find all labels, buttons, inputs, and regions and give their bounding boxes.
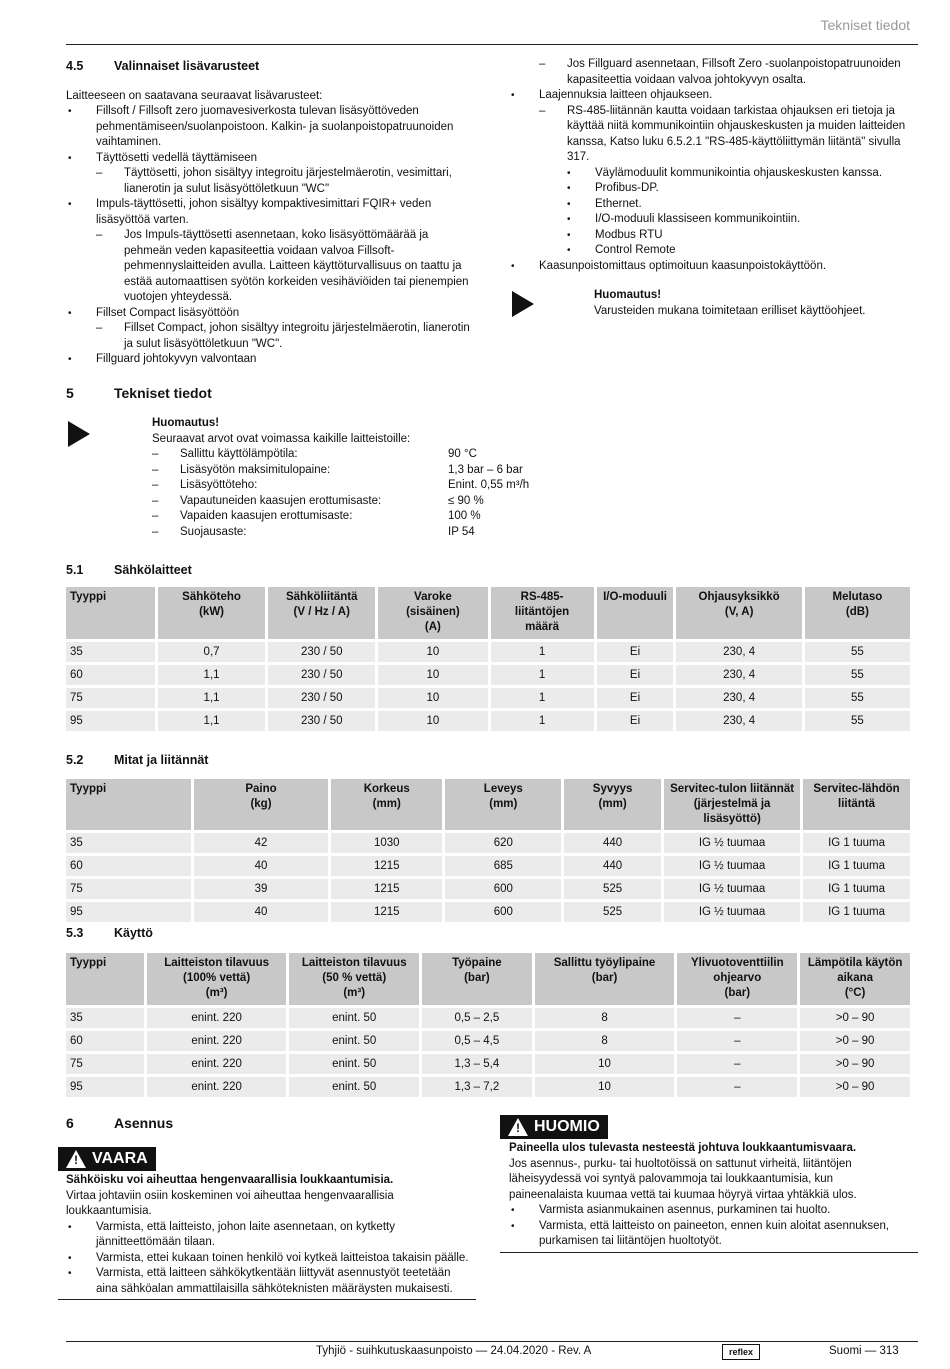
table-cell: – <box>677 1077 797 1097</box>
col-header: Tyyppi <box>66 587 155 639</box>
table-cell: 230 / 50 <box>268 688 375 708</box>
section-6-heading: 6 Asennus <box>66 1115 174 1131</box>
section-4-5-right <box>509 57 909 274</box>
table-cell: enint. 220 <box>147 1077 287 1097</box>
col-header: Sallittu työylipaine (bar) <box>535 953 675 1005</box>
header-title: Tekniset tiedot <box>820 17 910 33</box>
table-cell: 1 <box>491 642 594 662</box>
section-4-5-left <box>66 59 476 368</box>
table-cell: 10 <box>378 642 487 662</box>
spec-row: – Vapaiden kaasujen erottumisaste: 100 % <box>152 509 572 525</box>
danger-box: Sähköisku voi aiheuttaa hengenvaarallisia loukkaantumisia. Virtaa johtaviin osiin koskeminen voi aiheuttaa hengenvaarallisia loukkaantumisia. • Varmista, että laitteisto, johon laite asennetaan, on kytketty jännitteettömään tilaan. • Varmista, ettei kukaan toinen henkilö voi kytkeä laitteistoa takaisin päälle. • Varmista, että laitteen sähkökytkentään liittyvät asennustyöt teetetään aina sähköalan ammattilaisilla sähköteknisten määräysten mukaisesti. <box>66 1173 471 1297</box>
table-cell: 1,3 – 5,4 <box>422 1054 532 1074</box>
table-row <box>66 1054 910 1074</box>
table-cell: 75 <box>66 688 155 708</box>
table-cell: 440 <box>564 833 661 853</box>
list-item: • Varmista, että laitteisto on paineeton, ennen kuin aloitat asennuksen, purkamisen tai liitäntöjen huoltotyöt. <box>509 1219 909 1250</box>
list-item: • I/O-moduuli klassiseen kommunikointiin. <box>565 212 909 228</box>
table-cell: 60 <box>66 665 155 685</box>
reflex-logo: reflex <box>722 1344 760 1360</box>
col-header: Ylivuotoventtiilin ohjearvo (bar) <box>677 953 797 1005</box>
table-cell: 230, 4 <box>676 642 801 662</box>
table-cell: enint. 220 <box>147 1054 287 1074</box>
section-5-heading: 5 Tekniset tiedot <box>66 385 212 401</box>
table-cell: Ei <box>597 688 674 708</box>
list-item: – Fillset Compact, johon sisältyy integroitu järjestelmäerotin, lianerotin ja sulut lisäsyöttöletkuun "WC". <box>96 321 476 352</box>
spec-row: – Lisäsyötön maksimitulopaine: 1,3 bar – 6 bar <box>152 463 572 479</box>
table-cell: 600 <box>445 902 561 922</box>
table-cell: enint. 220 <box>147 1008 287 1028</box>
col-header: RS-485-liitäntöjen määrä <box>491 587 594 639</box>
table-cell: 40 <box>194 902 328 922</box>
table-cell: IG 1 tuuma <box>803 902 910 922</box>
col-header: Sähköliitäntä (V / Hz / A) <box>268 587 375 639</box>
col-header: I/O-moduuli <box>597 587 674 639</box>
list-item: • Ethernet. <box>565 197 909 213</box>
table-cell: 75 <box>66 879 191 899</box>
table-cell: >0 – 90 <box>800 1054 910 1074</box>
list-item: • Varmista asianmukainen asennus, purkaminen tai huolto. <box>509 1203 909 1219</box>
table-cell: 42 <box>194 833 328 853</box>
table-cell: 55 <box>805 711 910 731</box>
note-arrow-icon <box>68 421 90 447</box>
table-cell: 230, 4 <box>676 665 801 685</box>
table-cell: 1,1 <box>158 711 265 731</box>
col-header: Varoke (sisäinen) (A) <box>378 587 487 639</box>
table-cell: 35 <box>66 833 191 853</box>
list-item: • Fillsoft / Fillsoft zero juomavesiverkosta tulevan lisäsyöttöveden pehmentämiseen/suolanpoistoon. Kalkin- ja suolanpoistopatruunoiden vaihtaminen. <box>66 104 476 151</box>
warning-triangle-icon: ! <box>66 1150 86 1168</box>
spec-row: – Lisäsyöttöteho: Enint. 0,55 m³/h <box>152 478 572 494</box>
section-5-3-heading: 5.3 Käyttö <box>66 926 153 940</box>
list-item: – Jos Impuls-täyttösetti asennetaan, koko lisäsyöttömäärää ja pehmeän veden kapasiteettia voidaan valvoa Fillsoft-pehmennyslaitteiden avulla. Laitteen käyttöturvallisuus on taattu ja estää automaattisen syötön korkeiden vesihäviöiden tai pienempien vuotojen yhteydessä. <box>96 228 476 306</box>
table-cell: 39 <box>194 879 328 899</box>
table-cell: 230 / 50 <box>268 665 375 685</box>
table-cell: 1,3 – 7,2 <box>422 1077 532 1097</box>
col-header: Tyyppi <box>66 953 144 1005</box>
table-cell: Ei <box>597 665 674 685</box>
table-row <box>66 902 910 922</box>
col-header: Sähköteho (kW) <box>158 587 265 639</box>
table-cell: >0 – 90 <box>800 1008 910 1028</box>
table-cell: 440 <box>564 856 661 876</box>
table-cell: 1215 <box>331 879 442 899</box>
table-cell: 55 <box>805 665 910 685</box>
section-4-5-heading: 4.5 Valinnaiset lisävarusteet <box>66 59 260 73</box>
table-row <box>66 665 910 685</box>
table-cell: IG ½ tuumaa <box>664 833 800 853</box>
table-cell: IG 1 tuuma <box>803 856 910 876</box>
spec-row: – Suojausaste: IP 54 <box>152 525 572 541</box>
table-row <box>66 1008 910 1028</box>
table-cell: 620 <box>445 833 561 853</box>
table-cell: 230, 4 <box>676 688 801 708</box>
section-5-1-heading: 5.1 Sähkölaitteet <box>66 563 192 577</box>
footer-doc-info: Tyhjiö - suihkutuskaasunpoisto — 24.04.2020 - Rev. A <box>316 1345 592 1357</box>
table-cell: 1030 <box>331 833 442 853</box>
list-item: • Varmista, että laitteen sähkökytkentään liittyvät asennustyöt teetetään aina sähköalan ammattilaisilla sähköteknisten määräysten mukaisesti. <box>66 1266 471 1297</box>
list-item: • Väylämoduulit kommunikointia ohjauskeskusten kanssa. <box>565 166 909 182</box>
table-cell: Ei <box>597 711 674 731</box>
section-4-5-intro: Laitteeseen on saatavana seuraavat lisävarusteet: <box>66 89 323 102</box>
table-cell: – <box>677 1054 797 1074</box>
table-cell: 60 <box>66 1031 144 1051</box>
table-cell: 230, 4 <box>676 711 801 731</box>
table-cell: 0,7 <box>158 642 265 662</box>
table-cell: 8 <box>535 1031 675 1051</box>
table-cell: 1215 <box>331 902 442 922</box>
header-rule <box>66 44 918 45</box>
table-cell: IG ½ tuumaa <box>664 902 800 922</box>
spec-row: – Vapautuneiden kaasujen erottumisaste: ≤ 90 % <box>152 494 572 510</box>
list-item: • Laajennuksia laitteen ohjaukseen. – RS-485-liitännän kautta voidaan tarkistaa ohjauksen eri tietoja ja käyttää niitä kommunikointiin ohjauskeskusten ja muiden laitteiden kanssa, Katso luku 6.5.2.1 "RS-485-käyttöliittymän liitäntä" sivulla 317. • Väylämoduulit kommunikointia ohjauskeskusten kanssa. • Profibus-DP. • Ethernet. • I/O-moduuli klassiseen kommunikointiin. • Modbus RTU • Control Remote <box>509 88 909 259</box>
note-arrow-icon <box>512 291 534 317</box>
col-header: Korkeus (mm) <box>331 779 442 830</box>
col-header: Syvyys (mm) <box>564 779 661 830</box>
danger-box-rule <box>58 1299 476 1300</box>
footer-rule <box>66 1341 918 1342</box>
table-cell: 60 <box>66 856 191 876</box>
list-item: • Fillset Compact lisäsyöttöön – Fillset Compact, johon sisältyy integroitu järjestelmäerotin, lianerotin ja sulut lisäsyöttöletkuun "WC". <box>66 306 476 353</box>
col-header: Servitec-tulon liitännät (järjestelmä ja lisäsyöttö) <box>664 779 800 830</box>
table-cell: 10 <box>378 665 487 685</box>
section-5-2-heading: 5.2 Mitat ja liitännät <box>66 753 209 767</box>
table-row <box>66 688 910 708</box>
caution-box-rule <box>500 1252 918 1253</box>
table-cell: IG 1 tuuma <box>803 879 910 899</box>
table-cell: IG 1 tuuma <box>803 833 910 853</box>
col-header: Työpaine (bar) <box>422 953 532 1005</box>
warning-triangle-icon: ! <box>508 1118 528 1136</box>
list-item: • Fillguard johtokyvyn valvontaan <box>66 352 476 368</box>
table-cell: 0,5 – 4,5 <box>422 1031 532 1051</box>
table-cell: 95 <box>66 1077 144 1097</box>
table-row <box>66 642 910 662</box>
table-cell: 95 <box>66 711 155 731</box>
col-header: Paino (kg) <box>194 779 328 830</box>
table-cell: 10 <box>535 1077 675 1097</box>
table-cell: 0,5 – 2,5 <box>422 1008 532 1028</box>
table-cell: 525 <box>564 902 661 922</box>
col-header: Tyyppi <box>66 779 191 830</box>
dimensions-table <box>63 776 913 925</box>
table-row <box>66 1031 910 1051</box>
page-number: Suomi — 313 <box>829 1345 899 1357</box>
list-item: • Control Remote <box>565 243 909 259</box>
list-item: • Profibus-DP. <box>565 181 909 197</box>
table-cell: enint. 50 <box>289 1031 419 1051</box>
table-cell: 10 <box>535 1054 675 1074</box>
table-cell: enint. 50 <box>289 1077 419 1097</box>
list-item: • Varmista, että laitteisto, johon laite asennetaan, on kytketty jännitteettömään tilaan. <box>66 1220 471 1251</box>
col-header: Servitec-lähdön liitäntä <box>803 779 910 830</box>
table-cell: 75 <box>66 1054 144 1074</box>
table-cell: >0 – 90 <box>800 1077 910 1097</box>
table-cell: 55 <box>805 688 910 708</box>
table-cell: IG ½ tuumaa <box>664 856 800 876</box>
table-row <box>66 1077 910 1097</box>
list-item: – Täyttösetti, johon sisältyy integroitu järjestelmäerotin, vesimittari, lianerotin ja sulut lisäsyöttöletkuun "WC" <box>96 166 476 197</box>
table-cell: 230 / 50 <box>268 642 375 662</box>
table-row <box>66 833 910 853</box>
table-row <box>66 711 910 731</box>
danger-badge: ! VAARA <box>58 1147 156 1171</box>
list-item: • Varmista, ettei kukaan toinen henkilö voi kytkeä laitteistoa takaisin päälle. <box>66 1251 471 1267</box>
caution-badge: ! HUOMIO <box>500 1115 608 1139</box>
list-item: – Jos Fillguard asennetaan, Fillsoft Zero -suolanpoistopatruunoiden kapasiteettia voidaan valvoa johtokyvyn osalta. <box>539 57 909 88</box>
note-accessories: Huomautus! Varusteiden mukana toimitetaan erilliset käyttöohjeet. <box>594 289 866 317</box>
list-item: • Impuls-täyttösetti, johon sisältyy kompaktivesimittari FQIR+ veden lisäsyöttöä varten. – Jos Impuls-täyttösetti asennetaan, koko lisäsyöttömäärää ja pehmeän veden kapasiteettia voidaan valvoa Fillsoft-pehmennyslaitteiden avulla. Laitteen käyttöturvallisuus on taattu ja estää automaattisen syötön korkeiden vesihäviöiden tai pienempien vuotojen yhteydessä. <box>66 197 476 306</box>
table-cell: 685 <box>445 856 561 876</box>
col-header: Leveys (mm) <box>445 779 561 830</box>
table-cell: 8 <box>535 1008 675 1028</box>
table-cell: 1,1 <box>158 688 265 708</box>
col-header: Laitteiston tilavuus (50 % vettä) (m³) <box>289 953 419 1005</box>
table-row <box>66 879 910 899</box>
table-cell: 1215 <box>331 856 442 876</box>
table-cell: 10 <box>378 711 487 731</box>
note-general-values: Huomautus! Seuraavat arvot ovat voimassa kaikille laitteistoille: – Sallittu käyttölämpötila: 90 °C – Lisäsyötön maksimitulopaine: 1,3 bar – 6 bar – Lisäsyöttöteho: Enint. 0,55 m³/h – Vapautuneiden kaasujen erottumisaste: ≤ 90 % – Vapaiden kaasujen erottumisaste: 100 % – Suojausaste: IP 54 <box>152 416 572 540</box>
electrical-table <box>63 584 913 734</box>
table-cell: 35 <box>66 642 155 662</box>
list-item: • Kaasunpoistomittaus optimoituun kaasunpoistokäyttöön. <box>509 259 909 275</box>
table-cell: 1,1 <box>158 665 265 685</box>
table-cell: enint. 50 <box>289 1054 419 1074</box>
caution-box: Paineella ulos tulevasta nesteestä johtuva loukkaantumisvaara. Jos asennus-, purku- tai huoltotöissä on sattunut virheitä, liitäntöjen läheisyydessä voi syntyä palovammoja tai loukkaantumisia, kun paineenalaista kuumaa vettä tai kuumaa höyryä virtaa yhtäkkiä ulos. • Varmista asianmukainen asennus, purkaminen tai huolto. • Varmista, että laitteisto on paineeton, ennen kuin aloitat asennuksen, purkamisen tai liitäntöjen huoltotyöt. <box>509 1141 909 1250</box>
table-cell: 1 <box>491 665 594 685</box>
table-cell: 600 <box>445 879 561 899</box>
table-cell: Ei <box>597 642 674 662</box>
table-cell: 55 <box>805 642 910 662</box>
table-cell: 10 <box>378 688 487 708</box>
col-header: Lämpötila käytön aikana (°C) <box>800 953 910 1005</box>
table-cell: enint. 220 <box>147 1031 287 1051</box>
table-cell: enint. 50 <box>289 1008 419 1028</box>
col-header: Ohjausyksikkö (V, A) <box>676 587 801 639</box>
table-cell: 35 <box>66 1008 144 1028</box>
col-header: Laitteiston tilavuus (100% vettä) (m³) <box>147 953 287 1005</box>
table-cell: – <box>677 1008 797 1028</box>
col-header: Melutaso (dB) <box>805 587 910 639</box>
table-cell: 1 <box>491 688 594 708</box>
table-cell: 95 <box>66 902 191 922</box>
list-item: – RS-485-liitännän kautta voidaan tarkistaa ohjauksen eri tietoja ja käyttää niitä kommunikointiin ohjauskeskusten ja muiden laitteiden kanssa, Katso luku 6.5.2.1 "RS-485-käyttöliittymän liitäntä" sivulla 317. • Väylämoduulit kommunikointia ohjauskeskusten kanssa. • Profibus-DP. • Ethernet. • I/O-moduuli klassiseen kommunikointiin. • Modbus RTU • Control Remote <box>539 104 909 259</box>
list-item: • Modbus RTU <box>565 228 909 244</box>
table-cell: >0 – 90 <box>800 1031 910 1051</box>
operation-table <box>63 950 913 1100</box>
table-cell: 40 <box>194 856 328 876</box>
table-cell: 230 / 50 <box>268 711 375 731</box>
table-cell: – <box>677 1031 797 1051</box>
table-row <box>66 856 910 876</box>
table-cell: IG ½ tuumaa <box>664 879 800 899</box>
spec-row: – Sallittu käyttölämpötila: 90 °C <box>152 447 572 463</box>
table-cell: 1 <box>491 711 594 731</box>
list-item: • Täyttösetti vedellä täyttämiseen – Täyttösetti, johon sisältyy integroitu järjestelmäerotin, vesimittari, lianerotin ja sulut lisäsyöttöletkuun "WC" <box>66 151 476 198</box>
table-cell: 525 <box>564 879 661 899</box>
